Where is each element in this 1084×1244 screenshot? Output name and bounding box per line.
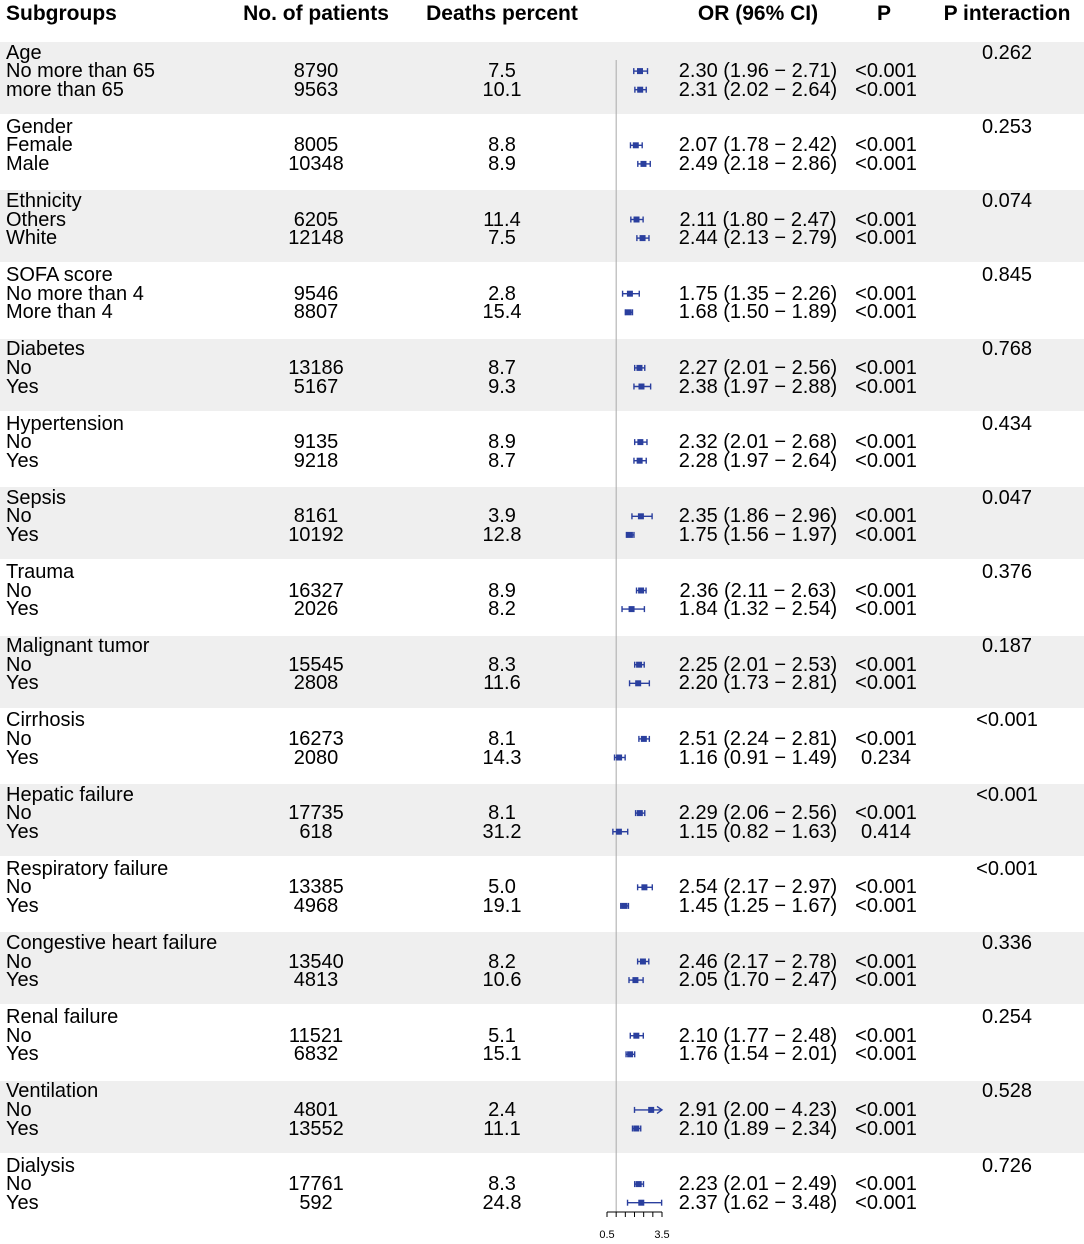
or-point [616,755,622,761]
subgroup-label: more than 65 [6,78,124,101]
p-value: <0.001 [855,1173,917,1196]
or-point [641,736,647,742]
x-tick-label: 3.5 [654,1229,670,1241]
patients-value: 9563 [293,78,339,101]
group-title: Ethnicity [6,189,82,212]
group-title: Cirrhosis [6,709,85,732]
p-value: 0.414 [860,820,912,843]
subgroup-label: No [6,653,32,676]
p-value: <0.001 [855,282,917,305]
patients-value: 11521 [288,1024,344,1047]
deaths-value: 8.1 [488,802,516,825]
or-ci-value: 1.68 (1.50 − 1.89) [678,301,838,324]
group-title: Respiratory failure [6,857,169,880]
p-interaction-value: 0.254 [981,1006,1033,1029]
patients-value: 4813 [293,969,339,992]
p-value: <0.001 [855,672,917,695]
subgroup-label: No [6,505,32,528]
or-ci-value: 1.16 (0.91 − 1.49) [678,746,838,769]
deaths-value: 11.6 [483,672,521,695]
p-value: <0.001 [855,579,917,602]
deaths-value: 8.1 [488,727,516,750]
patients-value: 12148 [288,227,344,250]
patients-value: 6832 [293,1043,339,1066]
deaths-value: 11.1 [483,1117,521,1140]
deaths-value: 12.8 [482,523,522,546]
or-ci-value: 2.35 (1.86 − 2.96) [678,505,838,528]
or-ci-value: 2.20 (1.73 − 2.81) [678,672,838,695]
or-ci-value: 2.91 (2.00 − 4.23) [678,1098,838,1121]
subgroup-label: Others [6,208,67,231]
p-interaction-value: 0.845 [981,264,1033,287]
or-ci-value: 2.27 (2.01 − 2.56) [678,356,838,379]
p-interaction-value: 0.768 [981,338,1033,361]
or-ci-value: 2.54 (2.17 − 2.97) [678,876,838,899]
subgroup-label: No [6,1173,32,1196]
p-value: <0.001 [855,449,917,472]
or-ci-value: 2.29 (2.06 − 2.56) [678,802,838,825]
patients-value: 10348 [288,152,344,175]
or-ci-value: 2.46 (2.17 − 2.78) [678,950,838,973]
or-ci-value: 2.10 (1.77 − 2.48) [678,1024,838,1047]
deaths-value: 5.1 [488,1024,516,1047]
deaths-value: 2.8 [488,282,516,305]
p-interaction-value: 0.726 [981,1154,1033,1177]
or-point [627,532,633,538]
or-ci-value: 2.25 (2.01 − 2.53) [678,653,838,676]
deaths-value: 8.7 [488,356,516,379]
or-point [627,291,633,297]
or-ci-value: 1.75 (1.56 − 1.97) [678,523,838,546]
deaths-value: 8.2 [488,598,516,621]
or-point [633,1126,639,1132]
patients-value: 8161 [293,505,339,528]
or-ci-value: 2.23 (2.01 − 2.49) [678,1173,838,1196]
patients-value: 9135 [293,431,339,454]
subgroup-label: Yes [6,449,39,472]
patients-value: 9546 [293,282,339,305]
header-or: OR (96% CI) [697,2,819,25]
p-value: <0.001 [855,1098,917,1121]
patients-value: 17735 [288,802,344,825]
p-interaction-value: 0.074 [981,189,1033,212]
or-ci-value: 2.28 (1.97 − 2.64) [678,449,838,472]
or-ci-value: 2.11 (1.80 − 2.47) [679,208,837,231]
p-value: <0.001 [855,876,917,899]
p-interaction-value: <0.001 [976,857,1038,880]
group-title: Congestive heart failure [6,931,218,954]
p-interaction-value: <0.001 [976,783,1038,806]
p-value: <0.001 [855,727,917,750]
p-value: <0.001 [855,1117,917,1140]
subgroup-label: Male [6,152,50,175]
deaths-value: 15.1 [482,1043,522,1066]
patients-value: 618 [299,820,333,843]
p-value: <0.001 [855,431,917,454]
patients-value: 592 [299,1191,333,1214]
p-interaction-value: 0.253 [981,115,1033,138]
subgroup-label: No [6,802,32,825]
or-point [640,959,646,965]
subgroup-label: No [6,876,32,899]
subgroup-label: Yes [6,746,39,769]
or-ci-value: 2.49 (2.18 − 2.86) [678,152,838,175]
or-point [640,161,646,167]
or-ci-value: 1.15 (0.82 − 1.63) [678,820,838,843]
or-ci-value: 2.10 (1.89 − 2.34) [678,1117,838,1140]
p-value: <0.001 [855,505,917,528]
p-value: <0.001 [855,134,917,157]
p-value: <0.001 [855,78,917,101]
deaths-value: 11.4 [483,208,521,231]
or-ci-value: 1.76 (1.54 − 2.01) [678,1043,838,1066]
or-ci-value: 2.37 (1.62 − 3.48) [678,1191,838,1214]
p-value: <0.001 [855,208,917,231]
subgroup-label: No [6,1024,32,1047]
or-ci-value: 2.30 (1.96 − 2.71) [678,60,838,83]
deaths-value: 8.3 [488,1173,516,1196]
p-value: <0.001 [855,894,917,917]
group-title: SOFA score [6,264,113,287]
deaths-value: 31.2 [482,820,522,843]
subgroup-label: Yes [6,598,39,621]
patients-value: 4801 [293,1098,339,1121]
or-ci-value: 2.31 (2.02 − 2.64) [678,78,838,101]
header-p-interaction: P interaction [943,2,1071,25]
p-value: <0.001 [855,950,917,973]
p-interaction-value: 0.047 [981,486,1033,509]
deaths-value: 19.1 [482,894,522,917]
subgroup-label: No more than 4 [6,282,144,305]
p-value: <0.001 [855,375,917,398]
group-title: Ventilation [6,1080,99,1103]
group-title: Hepatic failure [6,783,134,806]
patients-value: 13385 [288,876,344,899]
subgroup-label: Yes [6,1043,39,1066]
or-ci-value: 2.38 (1.97 − 2.88) [678,375,838,398]
deaths-value: 8.9 [488,152,516,175]
p-value: <0.001 [855,598,917,621]
patients-value: 8807 [293,301,339,324]
deaths-value: 8.3 [488,653,516,676]
subgroup-label: More than 4 [6,301,113,324]
p-value: <0.001 [855,523,917,546]
or-ci-value: 2.36 (2.11 − 2.63) [679,579,837,602]
deaths-value: 9.3 [488,375,516,398]
or-point [638,1200,644,1206]
deaths-value: 10.1 [482,78,522,101]
or-point [633,142,639,148]
p-value: 0.234 [860,746,912,769]
or-point [621,903,627,909]
p-value: <0.001 [855,301,917,324]
p-interaction-value: 0.187 [981,635,1033,658]
patients-value: 2080 [293,746,339,769]
subgroup-label: No more than 65 [6,60,155,83]
or-point [648,1107,654,1113]
or-point [637,810,643,816]
or-point [633,1033,639,1039]
patients-value: 16273 [288,727,344,750]
group-title: Trauma [6,560,75,583]
group-title: Dialysis [6,1154,75,1177]
patients-value: 16327 [288,579,344,602]
p-value: <0.001 [855,1024,917,1047]
p-value: <0.001 [855,60,917,83]
deaths-value: 15.4 [482,301,522,324]
patients-value: 8005 [293,134,339,157]
p-value: <0.001 [855,802,917,825]
patients-value: 10192 [288,523,344,546]
or-point [635,680,641,686]
patients-value: 2026 [293,598,339,621]
or-point [632,977,638,983]
or-point [627,1051,633,1057]
group-title: Diabetes [6,338,85,361]
p-value: <0.001 [855,969,917,992]
or-ci-value: 1.75 (1.35 − 2.26) [678,282,838,305]
p-interaction-value: 0.528 [981,1080,1033,1103]
deaths-value: 8.9 [488,431,516,454]
deaths-value: 10.6 [482,969,522,992]
group-title: Hypertension [6,412,124,435]
header-subgroups: Subgroups [6,2,117,25]
p-interaction-value: 0.262 [981,41,1033,64]
deaths-value: 3.9 [488,505,516,528]
or-point [629,606,635,612]
or-point [636,365,642,371]
patients-value: 9218 [293,449,339,472]
subgroup-label: No [6,950,32,973]
deaths-value: 24.8 [482,1191,522,1214]
group-title: Sepsis [6,486,67,509]
group-title: Renal failure [6,1006,119,1029]
p-value: <0.001 [855,1043,917,1066]
or-ci-value: 1.84 (1.32 − 2.54) [678,598,838,621]
or-point [637,439,643,445]
or-ci-value: 1.45 (1.25 − 1.67) [678,894,838,917]
or-point [637,87,643,93]
or-point [638,513,644,519]
p-interaction-value: 0.336 [981,931,1033,954]
patients-value: 2808 [293,672,339,695]
or-point [637,68,643,74]
p-value: <0.001 [855,1191,917,1214]
or-point [626,309,632,315]
or-point [640,235,646,241]
or-point [636,662,642,668]
patients-value: 13186 [288,356,344,379]
deaths-value: 14.3 [482,746,522,769]
p-interaction-value: <0.001 [976,709,1038,732]
or-ci-value: 2.05 (1.70 − 2.47) [678,969,838,992]
p-interaction-value: 0.376 [981,560,1033,583]
or-point [636,1181,642,1187]
or-ci-value: 2.51 (2.24 − 2.81) [678,727,838,750]
x-tick-label: 0.5 [599,1229,615,1241]
patients-value: 6205 [293,208,339,231]
subgroup-label: White [6,227,58,250]
or-ci-value: 2.44 (2.13 − 2.79) [678,227,838,250]
or-point [637,458,643,464]
subgroup-label: No [6,727,32,750]
or-point [616,829,622,835]
patients-value: 17761 [288,1173,344,1196]
deaths-value: 8.8 [488,134,516,157]
deaths-value: 7.5 [488,227,516,250]
subgroup-label: Yes [6,523,39,546]
patients-value: 13540 [288,950,344,973]
p-value: <0.001 [855,653,917,676]
subgroup-label: Yes [6,969,39,992]
subgroup-label: Female [6,134,73,157]
or-point [634,217,640,223]
header-p: P [876,2,892,25]
subgroup-label: Yes [6,820,39,843]
subgroup-label: No [6,356,32,379]
patients-value: 5167 [293,375,339,398]
deaths-value: 5.0 [488,876,516,899]
deaths-value: 8.2 [488,950,516,973]
patients-value: 4968 [293,894,339,917]
subgroup-label: Yes [6,375,39,398]
patients-value: 8790 [293,60,339,83]
patients-value: 15545 [288,653,344,676]
deaths-value: 2.4 [488,1098,516,1121]
p-value: <0.001 [855,356,917,379]
patients-value: 13552 [288,1117,344,1140]
or-point [641,884,647,890]
p-value: <0.001 [855,152,917,175]
p-interaction-value: 0.434 [981,412,1033,435]
deaths-value: 8.7 [488,449,516,472]
group-title: Malignant tumor [6,635,150,658]
subgroup-label: Yes [6,1117,39,1140]
or-ci-value: 2.07 (1.78 − 2.42) [678,134,838,157]
header-patients: No. of patients [243,2,389,25]
subgroup-label: Yes [6,672,39,695]
or-ci-value: 2.32 (2.01 − 2.68) [678,431,838,454]
subgroup-label: Yes [6,1191,39,1214]
group-title: Age [6,41,42,64]
deaths-value: 8.9 [488,579,516,602]
subgroup-label: No [6,579,32,602]
or-point [638,588,644,594]
or-point [638,384,644,390]
header-deaths: Deaths percent [426,2,578,25]
subgroup-label: Yes [6,894,39,917]
subgroup-label: No [6,1098,32,1121]
group-title: Gender [6,115,73,138]
subgroup-label: No [6,431,32,454]
deaths-value: 7.5 [488,60,516,83]
p-value: <0.001 [855,227,917,250]
